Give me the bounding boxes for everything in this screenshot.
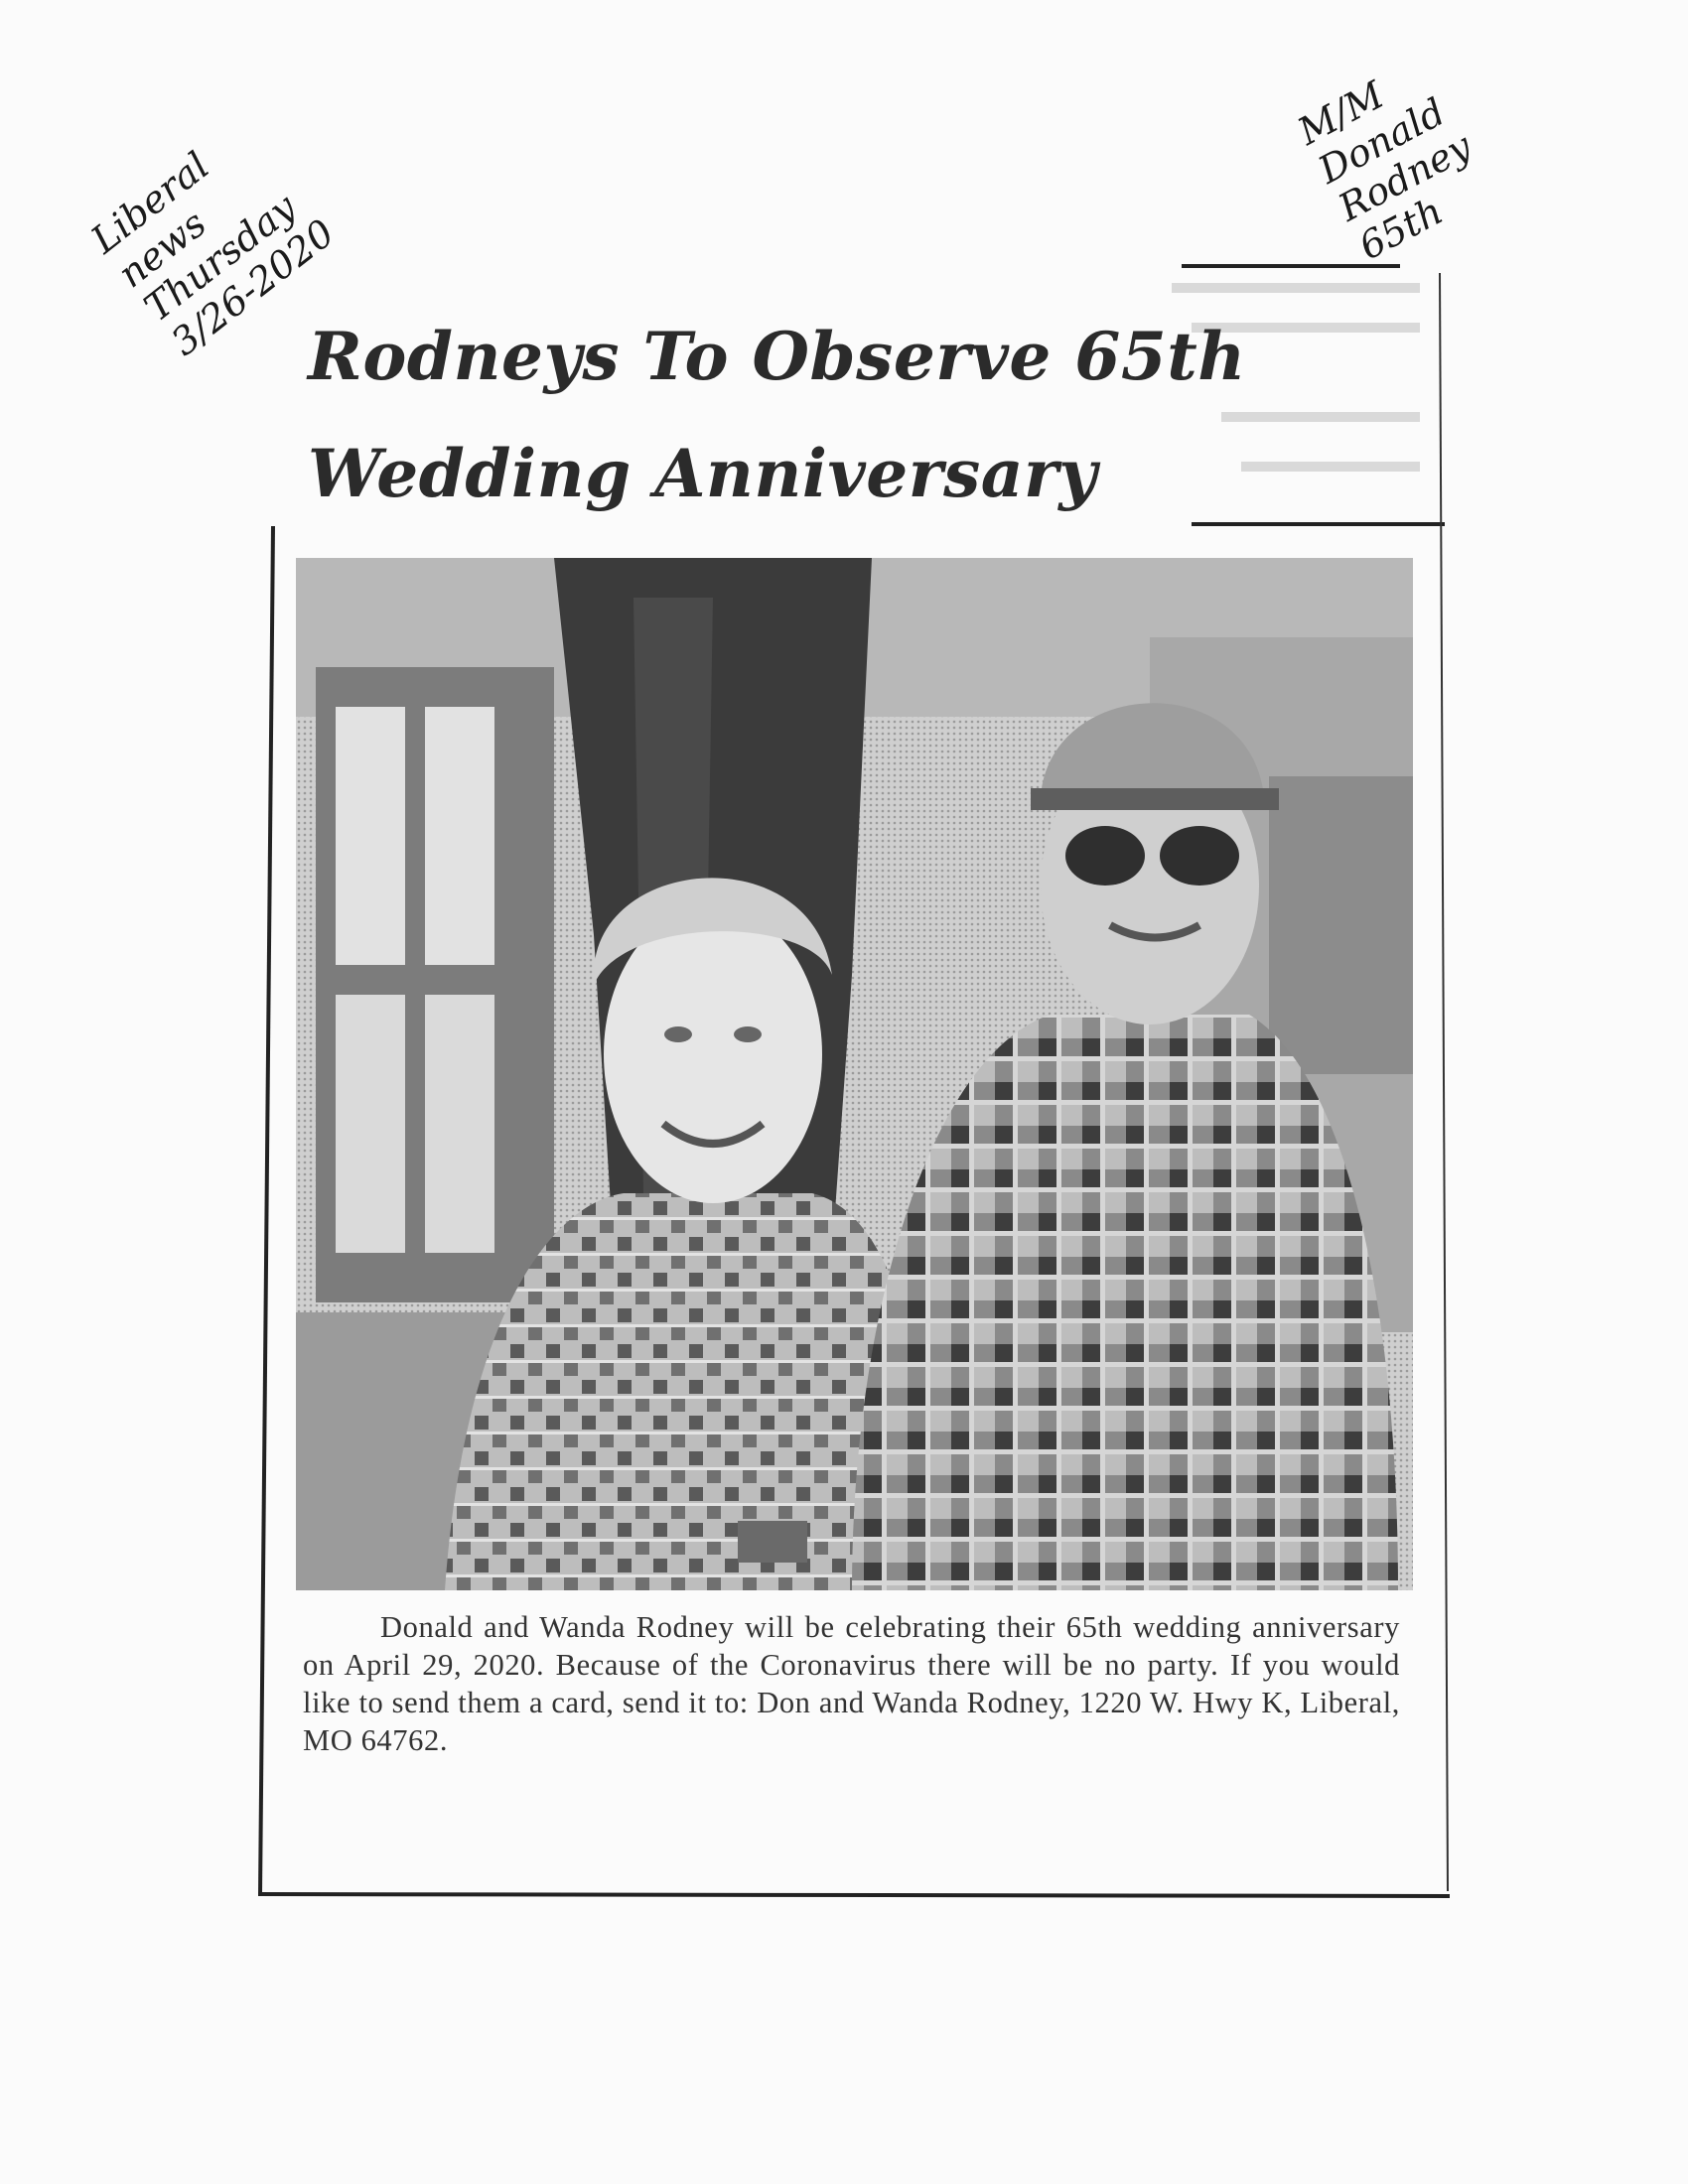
headline-line-2: Wedding Anniversary <box>308 435 1098 512</box>
handwritten-note-right: M/M Donald Rodney 65th <box>1291 72 1479 269</box>
headline-line-1: Rodneys To Observe 65th <box>308 318 1246 395</box>
handwritten-note-left: Liberal news Thursday 3/26-2020 <box>82 143 343 364</box>
article-headline <box>308 298 1410 532</box>
couple-photo <box>296 558 1413 1590</box>
article-body: Donald and Wanda Rodney will be celebrating their 65th wedding anniversary on April 29, 2020. Because of the Coronavirus there will be no party. If you would like to send them a card, send it to: Don and Wanda Rodney, 1220 W. Hwy K, Liberal, MO 64762. <box>303 1610 1400 1757</box>
couple-photo-illustration <box>296 558 1413 1590</box>
